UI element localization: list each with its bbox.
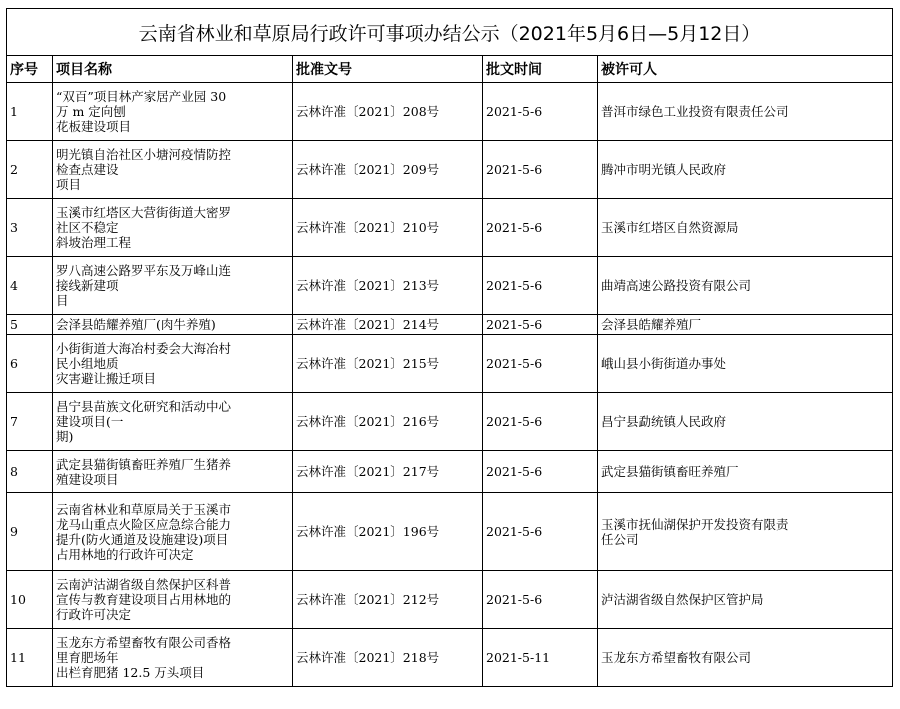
cell-permittee <box>598 141 893 199</box>
cell-no: 9 <box>7 493 53 571</box>
cell-approval-date: 2021-5-11 <box>483 629 598 687</box>
cell-permittee <box>598 199 893 257</box>
header-name: 项目名称 <box>53 56 293 83</box>
cell-no: 5 <box>7 315 53 335</box>
permittee-line: 曲靖高速公路投资有限公司 <box>601 278 752 293</box>
permittee-line: 昌宁县勐统镇人民政府 <box>601 414 727 429</box>
cell-project-name <box>53 315 293 335</box>
permittee-line: 会泽县皓耀养殖厂 <box>601 317 702 332</box>
cell-approval-date: 2021-5-6 <box>483 83 598 141</box>
cell-approval-number: 云林许准〔2021〕208号 <box>293 83 483 141</box>
project-name-line: 殖建设项目 <box>56 471 119 487</box>
cell-permittee <box>598 393 893 451</box>
notice-sheet <box>6 8 893 687</box>
table-row <box>7 629 893 687</box>
project-name-line: 玉龙东方希望畜牧有限公司香格 <box>56 635 232 650</box>
project-name-line: 云南泸沽湖省级自然保护区科普 <box>56 577 232 592</box>
cell-approval-number: 云林许准〔2021〕213号 <box>293 257 483 315</box>
cell-approval-date: 2021-5-6 <box>483 451 598 493</box>
page-title: 云南省林业和草原局行政许可事项办结公示（2021年5月6日—5月12日） <box>7 9 893 56</box>
cell-permittee <box>598 451 893 493</box>
header-permittee: 被许可人 <box>598 56 893 83</box>
cell-project-name <box>53 199 293 257</box>
project-name-line: 小街街道大海冶村委会大海冶村 <box>56 341 232 356</box>
table-row <box>7 451 893 493</box>
project-name-line: 目 <box>56 293 69 308</box>
cell-no: 4 <box>7 257 53 315</box>
cell-permittee <box>598 257 893 315</box>
cell-project-name <box>53 141 293 199</box>
project-name-line: “双百”项目林产家居产业园 30 <box>56 89 227 104</box>
cell-approval-date: 2021-5-6 <box>483 393 598 451</box>
cell-project-name <box>53 629 293 687</box>
cell-approval-date: 2021-5-6 <box>483 141 598 199</box>
cell-project-name <box>53 493 293 571</box>
cell-approval-number: 云林许准〔2021〕218号 <box>293 629 483 687</box>
cell-approval-date: 2021-5-6 <box>483 571 598 629</box>
project-name-line: 昌宁县苗族文化研究和活动中心 <box>56 399 232 414</box>
cell-approval-number: 云林许准〔2021〕209号 <box>293 141 483 199</box>
cell-project-name <box>53 257 293 315</box>
project-name-line: 提升(防火通道及设施建设)项目 <box>56 531 229 547</box>
cell-approval-number: 云林许准〔2021〕216号 <box>293 393 483 451</box>
cell-project-name <box>53 393 293 451</box>
cell-no: 10 <box>7 571 53 629</box>
project-name-line: 建设项目(一 <box>56 414 124 429</box>
cell-approval-date: 2021-5-6 <box>483 315 598 335</box>
table-row <box>7 335 893 393</box>
project-name-line: 明光镇自治社区小塘河疫情防控 <box>56 147 232 162</box>
project-name-line: 期) <box>56 429 74 444</box>
cell-approval-date: 2021-5-6 <box>483 257 598 315</box>
cell-approval-number: 云林许准〔2021〕212号 <box>293 571 483 629</box>
cell-permittee <box>598 629 893 687</box>
project-name-line: 武定县猫街镇畜旺养殖厂生猪养 <box>56 456 232 472</box>
cell-no: 11 <box>7 629 53 687</box>
cell-no: 6 <box>7 335 53 393</box>
permit-table <box>6 8 893 687</box>
table-row <box>7 199 893 257</box>
permittee-line: 玉龙东方希望畜牧有限公司 <box>601 650 752 665</box>
cell-permittee <box>598 83 893 141</box>
project-name-line: 宣传与教育建设项目占用林地的 <box>56 592 232 607</box>
cell-approval-number: 云林许准〔2021〕196号 <box>293 493 483 571</box>
cell-permittee <box>598 571 893 629</box>
permittee-line: 任公司 <box>601 531 639 547</box>
cell-approval-number: 云林许准〔2021〕210号 <box>293 199 483 257</box>
cell-no: 3 <box>7 199 53 257</box>
permittee-line: 玉溪市抚仙湖保护开发投资有限责 <box>601 516 789 532</box>
project-name-line: 行政许可决定 <box>56 607 132 622</box>
permittee-line: 腾冲市明光镇人民政府 <box>601 162 727 177</box>
permittee-line: 泸沽湖省级自然保护区管护局 <box>601 592 764 607</box>
project-name-line: 会泽县皓耀养殖厂(肉牛养殖) <box>56 317 216 332</box>
cell-permittee <box>598 335 893 393</box>
table-header <box>7 56 893 83</box>
cell-project-name <box>53 451 293 493</box>
table-row <box>7 571 893 629</box>
project-name-line: 项目 <box>56 177 82 192</box>
project-name-line: 接线新建项 <box>56 278 119 293</box>
cell-project-name <box>53 571 293 629</box>
table-row <box>7 141 893 199</box>
project-name-line: 占用林地的行政许可决定 <box>56 546 194 562</box>
header-date: 批文时间 <box>483 56 598 83</box>
cell-no: 8 <box>7 451 53 493</box>
table-row <box>7 315 893 335</box>
cell-no: 1 <box>7 83 53 141</box>
cell-no: 7 <box>7 393 53 451</box>
cell-project-name <box>53 335 293 393</box>
permittee-line: 武定县猫街镇畜旺养殖厂 <box>601 464 739 479</box>
cell-approval-number: 云林许准〔2021〕215号 <box>293 335 483 393</box>
cell-no: 2 <box>7 141 53 199</box>
header-doc: 批准文号 <box>293 56 483 83</box>
permittee-line: 普洱市绿色工业投资有限责任公司 <box>601 104 789 119</box>
cell-project-name <box>53 83 293 141</box>
cell-approval-number: 云林许准〔2021〕217号 <box>293 451 483 493</box>
cell-approval-date: 2021-5-6 <box>483 335 598 393</box>
permittee-line: 玉溪市红塔区自然资源局 <box>601 220 739 235</box>
project-name-line: 罗八高速公路罗平东及万峰山连 <box>56 263 232 278</box>
project-name-line: 出栏育肥猪 12.5 万头项目 <box>56 665 205 680</box>
project-name-line: 花板建设项目 <box>56 119 132 134</box>
table-body <box>7 83 893 687</box>
table-row <box>7 493 893 571</box>
project-name-line: 龙马山重点火险区应急综合能力 <box>56 516 232 532</box>
project-name-line: 里育肥场年 <box>56 650 119 665</box>
project-name-line: 社区不稳定 <box>56 220 119 235</box>
table-row <box>7 83 893 141</box>
table-row <box>7 393 893 451</box>
project-name-line: 检查点建设 <box>56 162 119 177</box>
cell-permittee <box>598 315 893 335</box>
table-row <box>7 257 893 315</box>
header-no: 序号 <box>7 56 53 83</box>
cell-permittee <box>598 493 893 571</box>
permittee-line: 峨山县小街街道办事处 <box>601 356 727 371</box>
cell-approval-number: 云林许准〔2021〕214号 <box>293 315 483 335</box>
project-name-line: 斜坡治理工程 <box>56 235 132 250</box>
cell-approval-date: 2021-5-6 <box>483 199 598 257</box>
project-name-line: 民小组地质 <box>56 356 119 371</box>
project-name-line: 玉溪市红塔区大营街街道大密罗 <box>56 205 232 220</box>
cell-approval-date: 2021-5-6 <box>483 493 598 571</box>
project-name-line: 灾害避让搬迁项目 <box>56 371 157 386</box>
project-name-line: 云南省林业和草原局关于玉溪市 <box>56 501 232 517</box>
project-name-line: 万 m 定向刨 <box>56 104 126 119</box>
